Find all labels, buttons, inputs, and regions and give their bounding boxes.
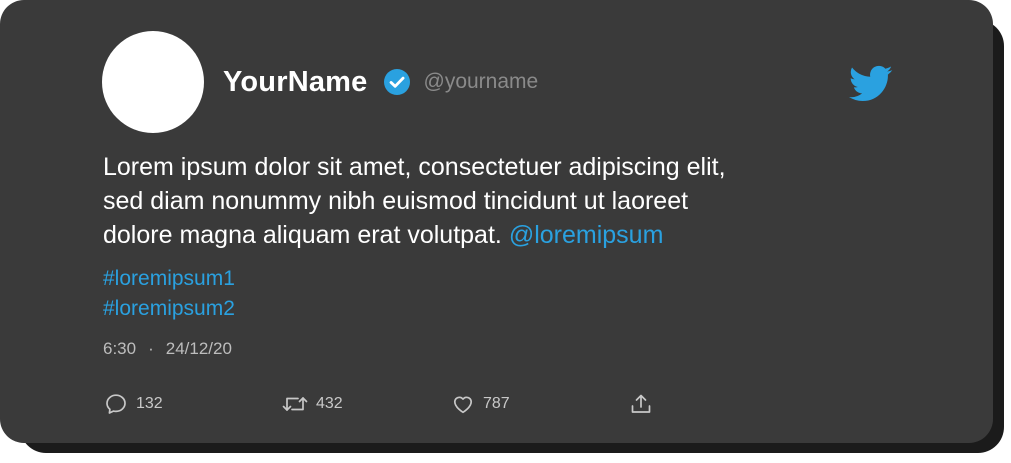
tweet-timestamp [103, 339, 232, 359]
retweet-button[interactable] [282, 392, 343, 416]
tweet-line: sed diam nonummy nibh euismod tincidunt ut laoreet [103, 187, 689, 215]
reply-count: 132 [136, 395, 163, 412]
retweet-icon [282, 392, 308, 416]
reply-icon [104, 392, 128, 416]
display-name[interactable]: YourName [223, 65, 368, 98]
hashtag-link[interactable]: #loremipsum2 [103, 297, 235, 320]
tweet-line-last [103, 218, 863, 252]
tweet-body [103, 150, 863, 252]
author-row [223, 62, 538, 102]
reply-button[interactable] [104, 392, 163, 416]
tweet-date[interactable]: 24/12/20 [165, 339, 232, 358]
action-bar [104, 392, 664, 418]
twitter-bird-icon [849, 65, 893, 103]
retweet-count: 432 [316, 395, 343, 412]
share-button[interactable] [629, 392, 653, 416]
share-icon [629, 392, 653, 416]
hashtag-list [103, 264, 235, 324]
mention-link[interactable]: @loremipsum [508, 221, 664, 249]
tweet-time[interactable]: 6:30 [103, 339, 137, 358]
hashtag-link[interactable]: #loremipsum1 [103, 267, 235, 290]
avatar[interactable] [102, 31, 204, 133]
user-handle[interactable]: @yourname [423, 70, 539, 93]
verified-badge-icon [384, 69, 410, 95]
heart-icon [451, 392, 475, 416]
like-button[interactable] [451, 392, 510, 416]
tweet-line-text: dolore magna aliquam erat volutpat. [103, 221, 502, 249]
tweet-line: Lorem ipsum dolor sit amet, consectetuer adipiscing elit, [103, 153, 726, 181]
like-count: 787 [483, 395, 510, 412]
separator-dot: · [148, 339, 154, 358]
